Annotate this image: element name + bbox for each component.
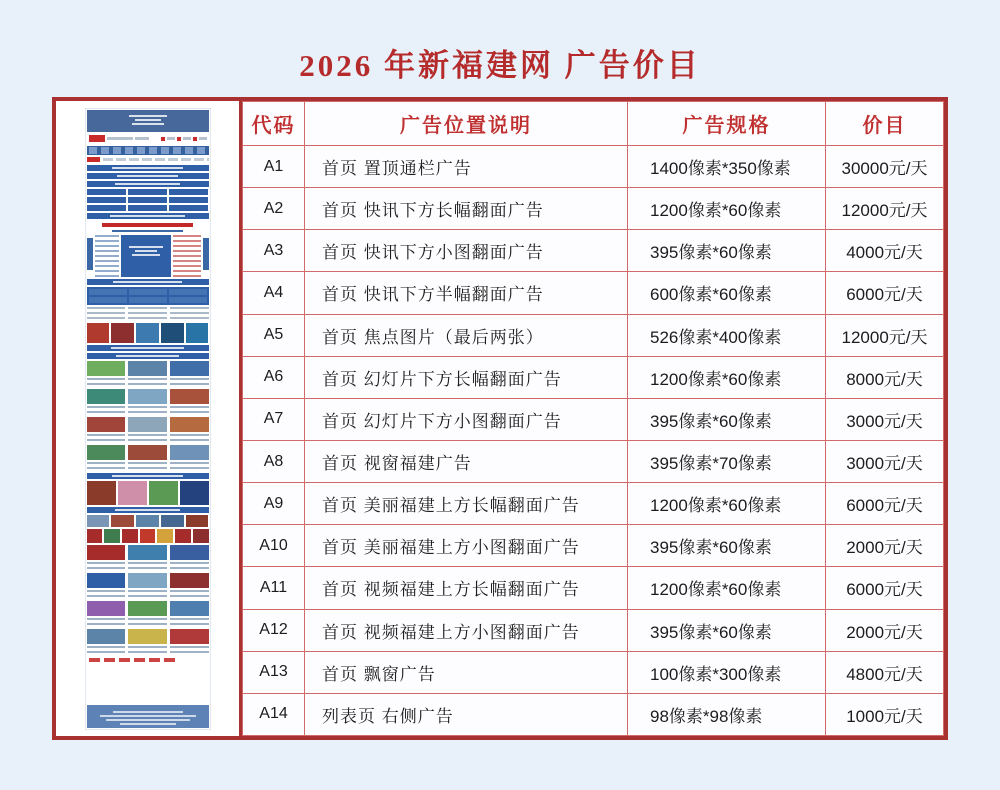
thumb-ad-bar [87, 473, 209, 479]
cell-spec: 395像素*60像素 [628, 609, 826, 651]
cell-code: A6 [243, 356, 305, 398]
cell-desc: 首页 美丽福建上方长幅翻面广告 [305, 483, 628, 525]
thumb-ad-bar [87, 345, 209, 351]
cell-desc: 列表页 右侧广告 [305, 693, 628, 735]
thumb-ad-bar [87, 181, 209, 187]
cell-code: A2 [243, 188, 305, 230]
thumb-news-ticker [87, 157, 209, 163]
cell-code: A1 [243, 146, 305, 188]
site-preview-pane [56, 101, 239, 736]
cell-code: A3 [243, 230, 305, 272]
cell-desc: 首页 幻灯片下方长幅翻面广告 [305, 356, 628, 398]
cell-code: A14 [243, 693, 305, 735]
table-row [243, 188, 944, 230]
cell-price: 6000元/天 [826, 567, 944, 609]
thumb-ad-bar [87, 173, 209, 179]
cell-price: 4800元/天 [826, 651, 944, 693]
table-header-row [243, 102, 944, 146]
cell-spec: 1200像素*60像素 [628, 567, 826, 609]
thumb-news-row [87, 629, 209, 655]
cell-code: A13 [243, 651, 305, 693]
table-row [243, 440, 944, 482]
cell-spec: 1400像素*350像素 [628, 146, 826, 188]
cell-desc: 首页 置顶通栏广告 [305, 146, 628, 188]
thumb-text-columns [87, 307, 209, 321]
table-row [243, 609, 944, 651]
thumb-ad-bar [87, 213, 209, 219]
cell-code: A12 [243, 609, 305, 651]
thumb-news-row [87, 361, 209, 387]
cell-desc: 首页 焦点图片（最后两张） [305, 314, 628, 356]
thumb-footer [87, 705, 209, 728]
thumb-pagination [87, 657, 209, 664]
table-row [243, 525, 944, 567]
table-row [243, 483, 944, 525]
thumb-ad-grid [87, 189, 209, 211]
cell-code: A9 [243, 483, 305, 525]
table-row [243, 146, 944, 188]
cell-desc: 首页 视频福建上方长幅翻面广告 [305, 567, 628, 609]
thumb-news-row [87, 389, 209, 415]
table-row [243, 230, 944, 272]
price-board [52, 97, 948, 740]
cell-desc: 首页 快讯下方长幅翻面广告 [305, 188, 628, 230]
thumb-photo-strip [87, 323, 209, 343]
cell-spec: 395像素*60像素 [628, 525, 826, 567]
cell-spec: 395像素*70像素 [628, 440, 826, 482]
cell-spec: 1200像素*60像素 [628, 188, 826, 230]
col-header-desc: 广告位置说明 [305, 102, 628, 146]
cell-price: 6000元/天 [826, 483, 944, 525]
cell-code: A7 [243, 398, 305, 440]
price-table-wrap [239, 101, 944, 736]
cell-desc: 首页 快讯下方半幅翻面广告 [305, 272, 628, 314]
site-preview-thumbnail [85, 108, 211, 730]
table-row [243, 398, 944, 440]
cell-desc: 首页 美丽福建上方小图翻面广告 [305, 525, 628, 567]
cell-price: 8000元/天 [826, 356, 944, 398]
cell-spec: 600像素*60像素 [628, 272, 826, 314]
cell-code: A8 [243, 440, 305, 482]
table-row [243, 356, 944, 398]
thumb-photo-strip [87, 515, 209, 527]
thumb-photo-strip [87, 481, 209, 505]
cell-spec: 1200像素*60像素 [628, 356, 826, 398]
table-row [243, 651, 944, 693]
thumb-news-row [87, 445, 209, 471]
thumb-ad-bar [87, 507, 209, 513]
table-row [243, 272, 944, 314]
cell-price: 12000元/天 [826, 188, 944, 230]
col-header-code: 代码 [243, 102, 305, 146]
cell-code: A10 [243, 525, 305, 567]
cell-price: 6000元/天 [826, 272, 944, 314]
cell-price: 1000元/天 [826, 693, 944, 735]
thumb-news-row [87, 573, 209, 599]
cell-code: A4 [243, 272, 305, 314]
thumb-news-row [87, 601, 209, 627]
thumb-ad-bar [87, 165, 209, 171]
cell-price: 3000元/天 [826, 398, 944, 440]
thumb-focus-area [87, 235, 209, 277]
cell-code: A11 [243, 567, 305, 609]
cell-spec: 100像素*300像素 [628, 651, 826, 693]
thumb-ad-bar [87, 279, 209, 285]
cell-price: 3000元/天 [826, 440, 944, 482]
cell-price: 2000元/天 [826, 525, 944, 567]
thumb-headline [87, 221, 209, 233]
col-header-price: 价目 [826, 102, 944, 146]
cell-price: 30000元/天 [826, 146, 944, 188]
col-header-spec: 广告规格 [628, 102, 826, 146]
price-table [242, 101, 944, 736]
cell-desc: 首页 视窗福建广告 [305, 440, 628, 482]
cell-spec: 1200像素*60像素 [628, 483, 826, 525]
cell-desc: 首页 快讯下方小图翻面广告 [305, 230, 628, 272]
cell-price: 12000元/天 [826, 314, 944, 356]
thumb-nav-bar [87, 146, 209, 155]
cell-spec: 98像素*98像素 [628, 693, 826, 735]
thumb-photo-strip [87, 529, 209, 543]
cell-desc: 首页 飘窗广告 [305, 651, 628, 693]
cell-spec: 526像素*400像素 [628, 314, 826, 356]
thumb-topic-grid [87, 287, 209, 305]
cell-desc: 首页 幻灯片下方小图翻面广告 [305, 398, 628, 440]
table-row [243, 693, 944, 735]
thumb-logo-row [87, 134, 209, 144]
table-row [243, 567, 944, 609]
cell-desc: 首页 视频福建上方小图翻面广告 [305, 609, 628, 651]
cell-spec: 395像素*60像素 [628, 398, 826, 440]
table-row [243, 314, 944, 356]
cell-price: 4000元/天 [826, 230, 944, 272]
thumb-ad-bar [87, 353, 209, 359]
thumb-news-row [87, 545, 209, 571]
thumb-top-banner-ad [87, 110, 209, 132]
cell-code: A5 [243, 314, 305, 356]
cell-spec: 395像素*60像素 [628, 230, 826, 272]
cell-price: 2000元/天 [826, 609, 944, 651]
page-title: 2026 年新福建网 广告价目 [299, 48, 701, 83]
thumb-news-row [87, 417, 209, 443]
